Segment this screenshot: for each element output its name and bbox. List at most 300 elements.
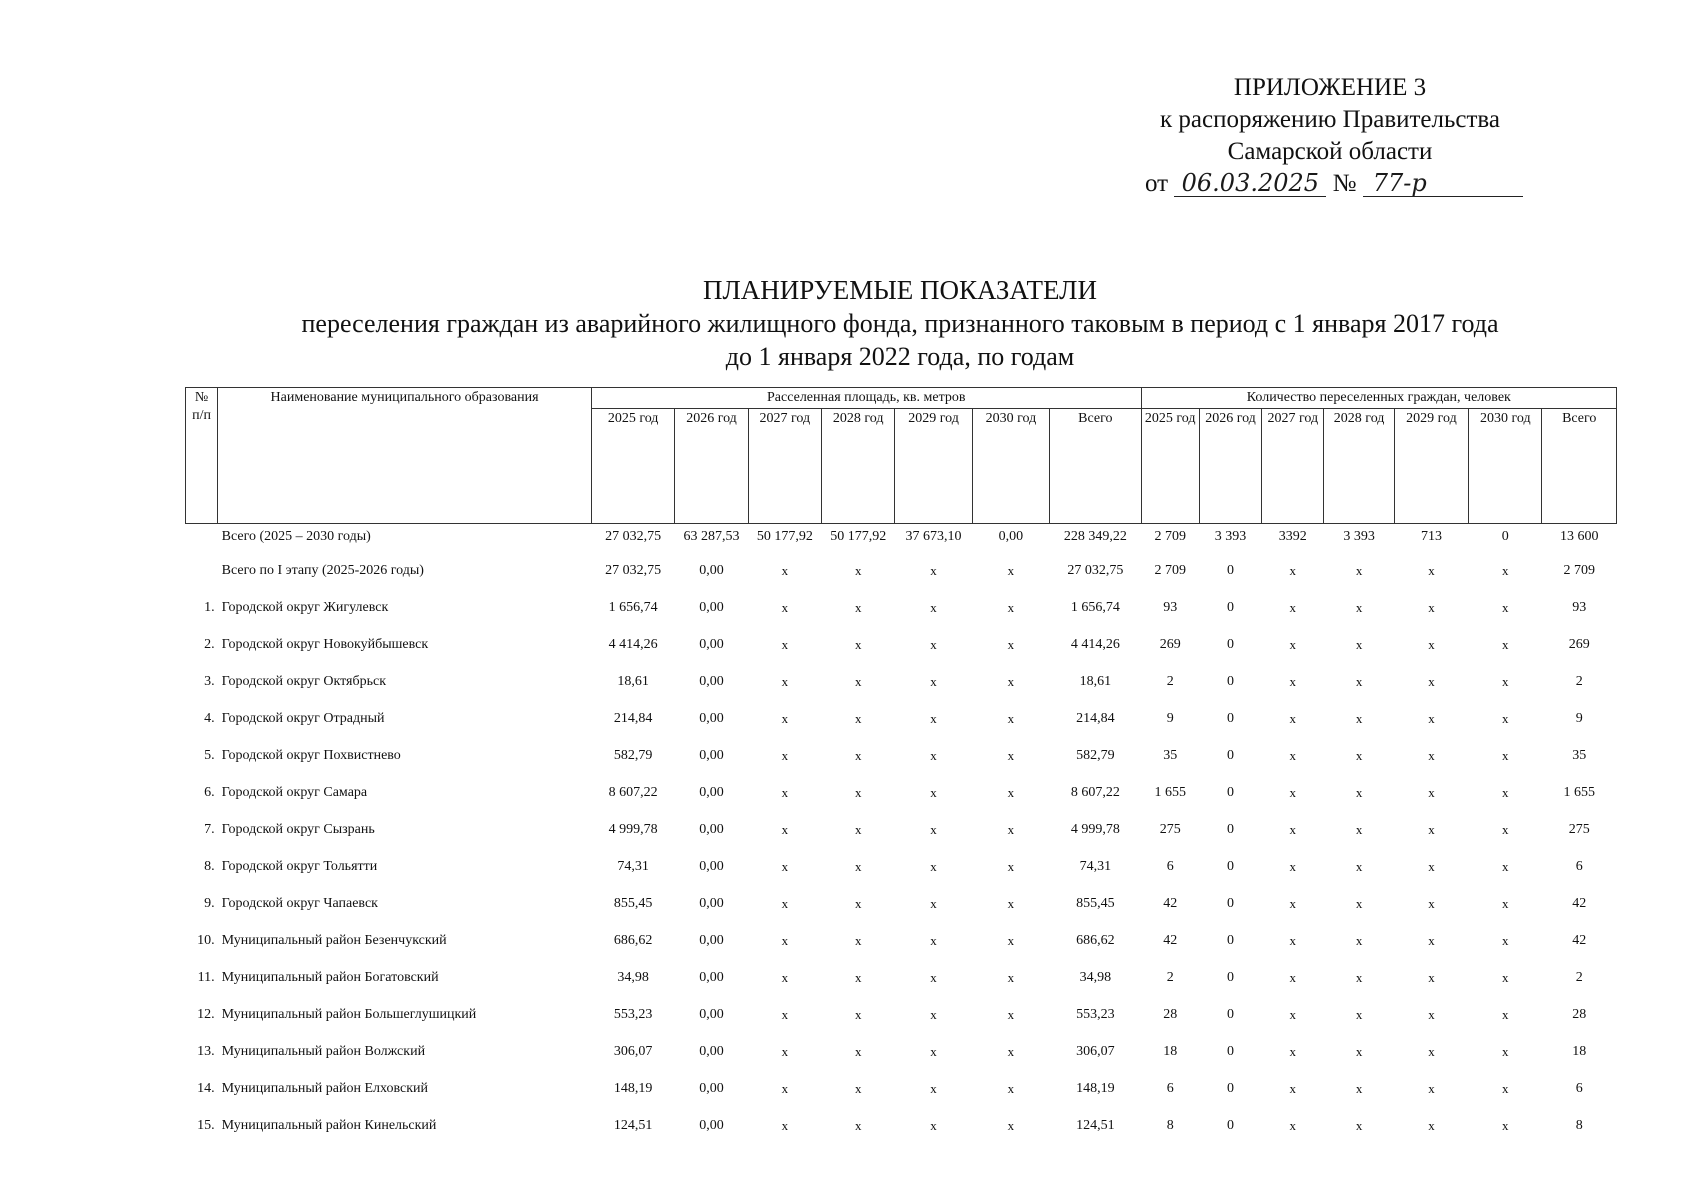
annex-order-line (1120, 168, 1540, 200)
people-cell: х (1289, 785, 1297, 800)
area-cell: 37 673,10 (905, 529, 962, 544)
area-total-cell: 124,51 (1076, 1118, 1115, 1133)
row-municipality-name: Всего по I этапу (2025-2026 годы) (221, 563, 424, 578)
row-municipality-name: Городской округ Самара (221, 785, 368, 800)
table-row (186, 1079, 1617, 1116)
area-cell: х (1007, 748, 1015, 763)
table-row (186, 857, 1617, 894)
area-cell: 50 177,92 (756, 529, 813, 544)
area-cell: х (1007, 1044, 1015, 1059)
people-cell: х (1502, 711, 1509, 726)
area-cell: х (781, 1081, 789, 1096)
people-cell: 0 (1227, 674, 1234, 689)
people-cell: 1 655 (1154, 785, 1186, 800)
header-no: № п/п (186, 388, 218, 524)
people-cell: х (1502, 1044, 1509, 1059)
area-cell: х (930, 1007, 937, 1022)
people-cell: х (1355, 1007, 1363, 1022)
row-municipality-name: Муниципальный район Большеглушицкий (221, 1007, 477, 1022)
area-cell: 0,00 (699, 970, 724, 985)
annex-date-prefix: от (1145, 170, 1169, 197)
row-number: 11. (197, 970, 215, 985)
people-cell: х (1289, 711, 1297, 726)
area-total-cell: 18,61 (1079, 674, 1112, 689)
row-municipality-name: Городской округ Тольятти (221, 859, 378, 874)
area-cell: 0,00 (699, 563, 724, 578)
people-cell: 6 (1166, 859, 1174, 874)
people-cell: х (1355, 970, 1363, 985)
people-cell: х (1428, 859, 1435, 874)
annex-number-handwritten: 77-р (1363, 170, 1523, 197)
area-cell: х (1007, 600, 1015, 615)
area-cell: 582,79 (613, 748, 653, 763)
people-cell: х (1502, 1118, 1509, 1133)
people-cell: 2 709 (1154, 563, 1186, 578)
area-cell: х (854, 896, 862, 911)
area-cell: х (930, 785, 937, 800)
row-municipality-name: Городской округ Жигулевск (221, 600, 389, 615)
row-number: 13. (197, 1044, 215, 1059)
people-total-cell: 275 (1568, 822, 1590, 837)
area-total-cell: 34,98 (1079, 970, 1112, 985)
people-cell: 0 (1227, 822, 1234, 837)
table-row (186, 598, 1617, 635)
area-cell: х (781, 600, 789, 615)
area-cell: 0,00 (699, 711, 724, 726)
table-row (186, 1005, 1617, 1042)
area-cell: х (854, 563, 862, 578)
people-cell: х (1502, 563, 1509, 578)
people-cell: х (1289, 1007, 1297, 1022)
people-total-cell: 28 (1572, 1007, 1587, 1022)
people-total-cell: 8 (1575, 1118, 1583, 1133)
area-cell: х (1007, 970, 1015, 985)
annex-line-1: к распоряжению Правительства (1159, 106, 1500, 133)
people-cell: х (1289, 748, 1297, 763)
header-area-year: 2029 год (895, 409, 972, 524)
area-cell: 0,00 (699, 933, 724, 948)
area-cell: 0,00 (699, 859, 724, 874)
row-number: 6. (204, 785, 215, 800)
area-cell: 553,23 (613, 1007, 653, 1022)
area-cell: х (930, 674, 937, 689)
annex-header (1120, 72, 1540, 200)
people-cell: х (1289, 822, 1297, 837)
area-cell: 0,00 (699, 1007, 724, 1022)
people-cell: х (1355, 822, 1363, 837)
area-cell: 0,00 (699, 1044, 724, 1059)
people-total-cell: 1 655 (1563, 785, 1595, 800)
people-cell: 0 (1227, 563, 1234, 578)
area-cell: х (1007, 933, 1015, 948)
area-cell: х (854, 1118, 862, 1133)
area-total-cell: 148,19 (1076, 1081, 1115, 1096)
area-cell: х (854, 600, 862, 615)
people-cell: 0 (1227, 933, 1234, 948)
area-cell: 27 032,75 (605, 563, 662, 578)
area-cell: х (781, 1007, 789, 1022)
people-cell: 3392 (1278, 529, 1307, 544)
area-cell: х (1007, 822, 1015, 837)
area-cell: х (781, 563, 789, 578)
people-cell: 9 (1166, 711, 1174, 726)
people-cell: 8 (1166, 1118, 1174, 1133)
people-cell: 93 (1163, 600, 1178, 615)
area-cell: х (930, 1044, 937, 1059)
table-row (186, 746, 1617, 783)
area-cell: х (781, 822, 789, 837)
header-people-year: 2030 год (1469, 409, 1542, 524)
people-cell: 0 (1227, 896, 1234, 911)
header-area-year: 2026 год (675, 409, 748, 524)
people-cell: х (1428, 1044, 1435, 1059)
area-cell: х (854, 1081, 862, 1096)
people-cell: х (1355, 1081, 1363, 1096)
area-total-cell: 306,07 (1076, 1044, 1115, 1059)
header-area-total: Всего (1050, 409, 1142, 524)
people-cell: х (1289, 1081, 1297, 1096)
area-cell: х (1007, 674, 1015, 689)
row-number: 15. (197, 1118, 215, 1133)
row-municipality-name: Городской округ Чапаевск (221, 896, 378, 911)
people-total-cell: 2 (1575, 970, 1583, 985)
area-cell: х (930, 637, 937, 652)
area-cell: 18,61 (617, 674, 649, 689)
people-cell: 2 (1166, 674, 1174, 689)
area-cell: х (930, 859, 937, 874)
people-cell: х (1428, 748, 1435, 763)
people-total-cell: 2 709 (1563, 563, 1595, 578)
people-total-cell: 6 (1575, 1081, 1583, 1096)
people-cell: х (1289, 1118, 1297, 1133)
row-number: 12. (197, 1007, 215, 1022)
people-cell: 0 (1227, 711, 1234, 726)
people-total-cell: 269 (1568, 637, 1590, 652)
table-row (186, 561, 1617, 598)
people-cell: 0 (1227, 1081, 1234, 1096)
people-cell: х (1355, 711, 1363, 726)
people-cell: х (1428, 637, 1435, 652)
area-total-cell: 855,45 (1076, 896, 1115, 911)
area-total-cell: 74,31 (1079, 859, 1112, 874)
area-cell: х (1007, 1118, 1015, 1133)
people-cell: 0 (1227, 859, 1234, 874)
people-cell: 2 709 (1154, 529, 1186, 544)
area-cell: х (930, 711, 937, 726)
area-cell: х (854, 785, 862, 800)
people-cell: 0 (1227, 637, 1234, 652)
area-total-cell: 686,62 (1076, 933, 1115, 948)
table-row (186, 1116, 1617, 1153)
people-cell: х (1428, 1007, 1435, 1022)
area-cell: 0,00 (699, 896, 724, 911)
people-total-cell: 35 (1572, 748, 1587, 763)
indicators-table (185, 387, 1617, 1153)
area-cell: х (854, 1007, 862, 1022)
people-cell: х (1428, 563, 1435, 578)
people-cell: х (1502, 1081, 1509, 1096)
area-cell: х (781, 748, 789, 763)
area-cell: 0,00 (699, 637, 724, 652)
area-cell: 0,00 (699, 748, 724, 763)
area-cell: х (854, 1044, 862, 1059)
people-cell: 18 (1163, 1044, 1178, 1059)
row-municipality-name: Городской округ Похвистнево (221, 748, 401, 763)
people-cell: х (1355, 933, 1363, 948)
document-title (180, 274, 1620, 373)
people-total-cell: 2 (1575, 674, 1583, 689)
row-municipality-name: Городской округ Отрадный (221, 711, 385, 726)
area-cell: 63 287,53 (683, 529, 740, 544)
row-municipality-name: Муниципальный район Кинельский (221, 1118, 437, 1133)
people-cell: 42 (1163, 933, 1178, 948)
people-cell: х (1289, 674, 1297, 689)
people-total-cell: 9 (1575, 711, 1583, 726)
area-cell: х (930, 933, 937, 948)
people-cell: 3 393 (1214, 529, 1247, 544)
area-cell: х (854, 970, 862, 985)
table-row (186, 820, 1617, 857)
people-cell: 42 (1163, 896, 1178, 911)
area-cell: 0,00 (699, 600, 724, 615)
people-cell: х (1355, 1118, 1363, 1133)
area-cell: х (781, 1044, 789, 1059)
area-cell: х (854, 674, 862, 689)
area-cell: х (854, 822, 862, 837)
area-cell: х (781, 785, 789, 800)
people-total-cell: 93 (1572, 600, 1587, 615)
area-cell: х (930, 1118, 937, 1133)
people-cell: 275 (1159, 822, 1181, 837)
area-total-cell: 8 607,22 (1070, 785, 1120, 800)
row-number: 2. (204, 637, 215, 652)
people-cell: х (1355, 748, 1363, 763)
title-sub-1: переселения граждан из аварийного жилищного фонда, признанного таковым в период с 1 января 2017 года (301, 309, 1499, 338)
people-cell: х (1355, 674, 1363, 689)
title-sub-2: до 1 января 2022 года, по годам (725, 342, 1075, 371)
row-municipality-name: Городской округ Новокуйбышевск (221, 637, 429, 652)
area-cell: х (781, 1118, 789, 1133)
annex-date-handwritten: 06.03.2025 (1174, 170, 1326, 197)
area-cell: 148,19 (613, 1081, 653, 1096)
area-cell: х (781, 933, 789, 948)
table-row (186, 931, 1617, 968)
people-cell: х (1355, 1044, 1363, 1059)
people-cell: х (1355, 896, 1363, 911)
people-cell: 0 (1227, 600, 1234, 615)
table-row (186, 968, 1617, 1005)
area-cell: х (854, 748, 862, 763)
area-cell: х (930, 822, 937, 837)
people-cell: х (1502, 933, 1509, 948)
row-municipality-name: Муниципальный район Богатовский (221, 970, 439, 985)
people-cell: х (1428, 1081, 1435, 1096)
header-people-year: 2029 год (1394, 409, 1468, 524)
header-people-year: 2028 год (1324, 409, 1394, 524)
people-cell: 0 (1501, 529, 1509, 544)
row-municipality-name: Городской округ Сызрань (221, 822, 375, 837)
area-cell: 74,31 (617, 859, 649, 874)
annex-line-2: Самарской области (1227, 138, 1433, 165)
row-municipality-name: Муниципальный район Елховский (221, 1081, 429, 1096)
people-total-cell: 18 (1572, 1044, 1587, 1059)
people-cell: х (1428, 933, 1435, 948)
row-municipality-name: Муниципальный район Волжский (221, 1044, 426, 1059)
area-total-cell: 4 999,78 (1070, 822, 1120, 837)
row-number: 5. (204, 748, 215, 763)
row-number: 7. (204, 822, 215, 837)
people-cell: х (1355, 600, 1363, 615)
people-cell: 3 393 (1343, 529, 1375, 544)
area-cell: 50 177,92 (830, 529, 887, 544)
area-cell: 8 607,22 (608, 785, 658, 800)
header-area-year: 2028 год (822, 409, 895, 524)
people-cell: х (1428, 600, 1435, 615)
people-cell: х (1289, 970, 1297, 985)
area-cell: х (1007, 711, 1015, 726)
area-cell: х (930, 600, 937, 615)
header-people-year: 2026 год (1199, 409, 1261, 524)
row-municipality-name: Городской округ Октябрьск (221, 674, 387, 689)
row-number: 3. (204, 674, 215, 689)
table-row (186, 672, 1617, 709)
table-row (186, 635, 1617, 672)
people-cell: х (1289, 637, 1297, 652)
area-cell: х (781, 674, 789, 689)
area-cell: х (930, 563, 937, 578)
people-cell: х (1428, 970, 1435, 985)
row-number: 8. (204, 859, 215, 874)
people-cell: х (1502, 970, 1509, 985)
people-cell: 0 (1227, 1007, 1234, 1022)
people-cell: х (1502, 637, 1509, 652)
area-cell: 855,45 (613, 896, 653, 911)
people-cell: 0 (1227, 1118, 1234, 1133)
people-cell: х (1428, 822, 1435, 837)
area-cell: х (854, 711, 862, 726)
people-cell: 28 (1163, 1007, 1178, 1022)
area-cell: 0,00 (998, 529, 1024, 544)
table-row (186, 1042, 1617, 1079)
annex-heading: ПРИЛОЖЕНИЕ 3 (1233, 74, 1427, 101)
area-total-cell: 582,79 (1076, 748, 1115, 763)
area-total-cell: 4 414,26 (1070, 637, 1120, 652)
row-municipality-name: Всего (2025 – 2030 годы) (221, 529, 371, 544)
header-name: Наименование муниципального образования (218, 388, 592, 524)
area-total-cell: 27 032,75 (1067, 563, 1124, 578)
header-area-year: 2027 год (748, 409, 821, 524)
people-cell: 35 (1163, 748, 1178, 763)
people-cell: 0 (1227, 1044, 1234, 1059)
area-cell: 1 656,74 (608, 600, 658, 615)
people-total-cell: 6 (1575, 859, 1583, 874)
people-cell: х (1502, 1007, 1509, 1022)
people-cell: х (1289, 1044, 1297, 1059)
area-cell: 4 999,78 (608, 822, 658, 837)
people-cell: х (1428, 1118, 1435, 1133)
area-cell: х (781, 637, 789, 652)
row-number: 10. (197, 933, 215, 948)
area-cell: 0,00 (699, 822, 724, 837)
people-cell: х (1289, 896, 1297, 911)
area-cell: 0,00 (699, 1081, 724, 1096)
area-total-cell: 1 656,74 (1070, 600, 1120, 615)
people-cell: х (1502, 674, 1509, 689)
area-cell: 4 414,26 (608, 637, 658, 652)
people-total-cell: 42 (1572, 933, 1587, 948)
people-cell: х (1502, 600, 1509, 615)
people-cell: х (1355, 859, 1363, 874)
header-area-year: 2025 год (591, 409, 674, 524)
row-number: 1. (204, 600, 215, 615)
people-cell: х (1289, 563, 1297, 578)
area-cell: 0,00 (699, 785, 724, 800)
area-cell: х (854, 933, 862, 948)
row-number (186, 524, 218, 562)
table-row (186, 894, 1617, 931)
people-cell: 6 (1166, 1081, 1174, 1096)
people-cell: х (1428, 674, 1435, 689)
area-cell: х (1007, 859, 1015, 874)
area-cell: 214,84 (613, 711, 653, 726)
area-cell: х (930, 970, 937, 985)
area-cell: 27 032,75 (605, 529, 662, 544)
people-cell: х (1428, 785, 1435, 800)
header-people-year: 2027 год (1262, 409, 1324, 524)
header-people-year: 2025 год (1141, 409, 1199, 524)
area-cell: х (781, 970, 789, 985)
row-municipality-name: Муниципальный район Безенчукский (221, 933, 447, 948)
area-cell: х (1007, 1007, 1015, 1022)
people-cell: х (1502, 748, 1509, 763)
area-cell: х (781, 896, 789, 911)
people-cell: х (1289, 859, 1297, 874)
people-cell: х (1289, 600, 1297, 615)
header-area-group: Расселенная площадь, кв. метров (591, 388, 1141, 409)
area-total-cell: 214,84 (1076, 711, 1115, 726)
people-cell: 713 (1420, 529, 1442, 544)
people-cell: 2 (1166, 970, 1174, 985)
people-total-cell: 13 600 (1559, 529, 1599, 544)
row-number: 9. (204, 896, 215, 911)
people-cell: х (1502, 785, 1509, 800)
people-cell: х (1502, 822, 1509, 837)
area-total-cell: 228 349,22 (1063, 529, 1127, 544)
table-row (186, 783, 1617, 820)
header-people-total: Всего (1542, 409, 1617, 524)
area-cell: 686,62 (613, 933, 653, 948)
people-cell: х (1502, 859, 1509, 874)
header-people-group: Количество переселенных граждан, человек (1141, 388, 1616, 409)
area-cell: 34,98 (617, 970, 649, 985)
people-cell: х (1355, 785, 1363, 800)
table-row (186, 709, 1617, 746)
area-cell: х (781, 859, 789, 874)
row-number: 4. (204, 711, 215, 726)
area-cell: х (1007, 563, 1015, 578)
table-row (186, 524, 1617, 562)
area-cell: х (1007, 637, 1015, 652)
people-cell: 0 (1227, 970, 1234, 985)
area-cell: х (1007, 896, 1015, 911)
area-cell: х (930, 1081, 937, 1096)
people-cell: 0 (1227, 748, 1234, 763)
people-total-cell: 42 (1572, 896, 1587, 911)
people-cell: х (1428, 711, 1435, 726)
area-cell: х (781, 711, 789, 726)
people-cell: х (1428, 896, 1435, 911)
annex-number-prefix: № (1332, 170, 1357, 197)
